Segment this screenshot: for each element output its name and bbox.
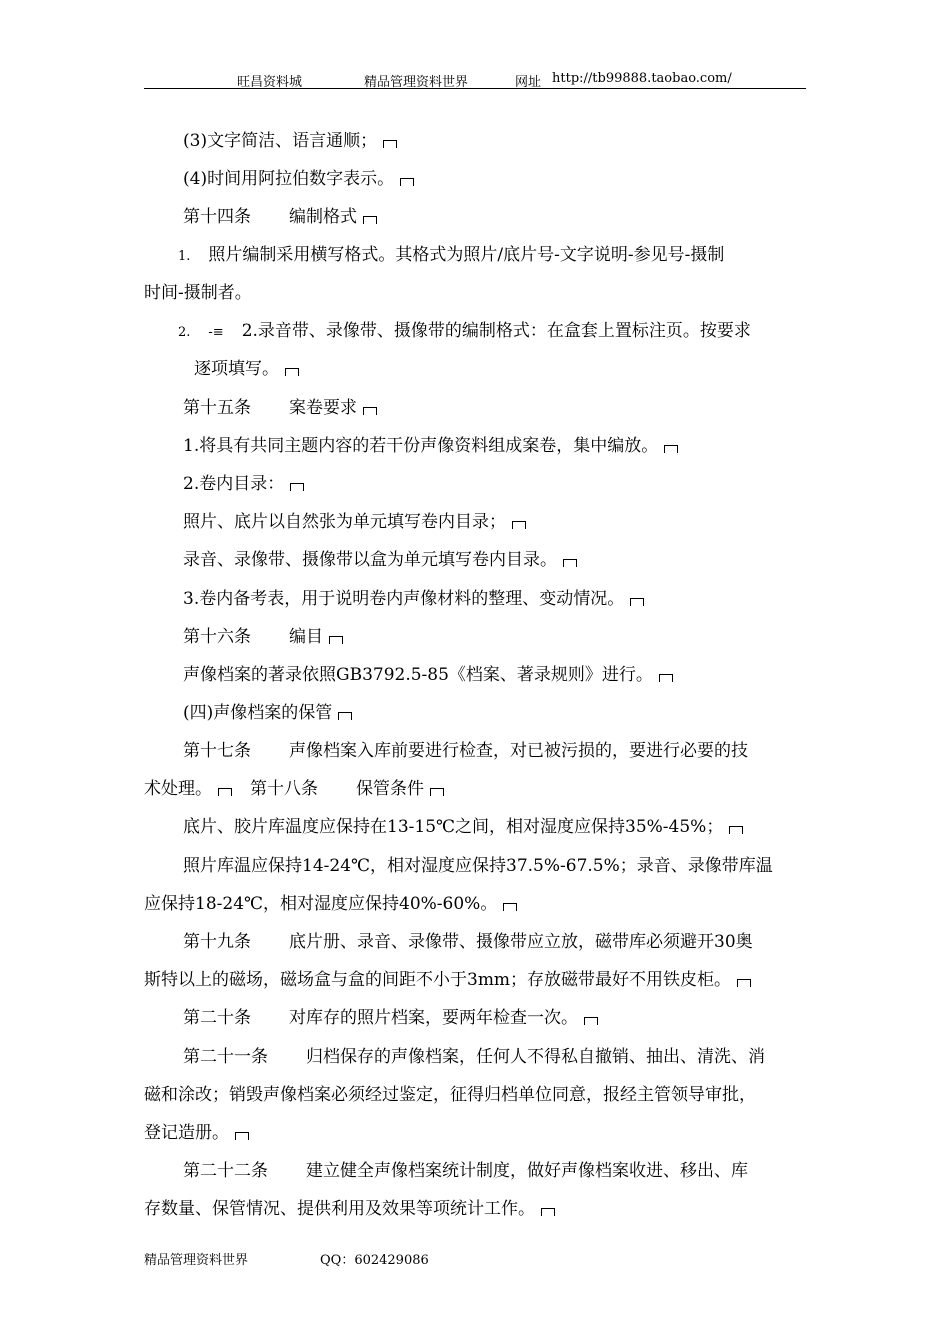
paragraph [183,549,577,571]
list-number: 2. [178,325,191,340]
paragraph [183,435,678,457]
article-title: 第十九条 [183,932,251,952]
article-text: 编制格式 [289,207,357,227]
page-header [144,68,806,89]
paragraph [183,664,673,686]
paragraph [194,358,299,380]
paragraph-mark-icon [338,712,352,720]
article-title: 第十六条 [183,627,251,647]
article-text: 归档保存的声像档案，任何人不得私自撤销、抽出、清洗、消 [306,1047,765,1067]
section-heading [183,702,352,724]
paragraph-mark-icon [363,407,377,415]
paragraph [144,282,252,304]
paragraph-mark-icon [664,445,678,453]
text: 磁和涂改；销毁声像档案必须经过鉴定，征得归档单位同意，报经主管领导审批， [144,1085,756,1105]
text: 3.卷内备考表，用于说明卷内声像材料的整理、变动情况。 [183,589,625,609]
article-text: 案卷要求 [289,398,357,418]
header-world: 精品管理资料世界 [364,75,469,90]
article-text: 声像档案入库前要进行检查，对已被污损的，要进行必要的技 [289,741,748,761]
paragraph-mark-icon [235,1132,249,1140]
text: 2.录音带、录像带、摄像带的编制格式：在盒套上置标注页。按要求 [241,321,751,341]
article-20 [183,1007,598,1029]
list-item [178,320,751,344]
article-17 [183,740,748,762]
text: (四)声像档案的保管 [183,703,333,723]
article-text: 底片册、录音、录像带、摄像带应立放，磁带库必须避开30奥 [289,932,753,952]
paragraph-mark-icon [285,368,299,376]
paragraph [144,1084,756,1106]
article-title: 第二十条 [183,1008,251,1028]
paragraph [183,168,414,190]
paragraph [183,130,397,152]
header-url-label: 网址 [515,75,542,90]
paragraph-mark-icon [503,903,517,911]
paragraph-mark-icon [329,636,343,644]
list-item [178,244,724,268]
paragraph [144,778,444,800]
article-text: 保管条件 [356,779,424,799]
article-text: 编目 [289,627,323,647]
article-15 [183,397,377,419]
paragraph [183,816,743,838]
paragraph [183,511,526,533]
paragraph [144,1122,249,1144]
paragraph-mark-icon [400,178,414,186]
text: 照片、底片以自然张为单元填写卷内目录； [183,512,506,532]
list-number: 1. [178,249,191,264]
article-title: 第二十一条 [183,1047,268,1067]
text: (3)文字简洁、语言通顺； [183,131,378,151]
article-title: 第十七条 [183,741,251,761]
paragraph [183,473,304,495]
article-text: 对库存的照片档案，要两年检查一次。 [289,1008,578,1028]
article-22 [183,1160,748,1182]
paragraph-mark-icon [630,598,644,606]
paragraph [144,1198,555,1220]
article-21 [183,1046,765,1068]
article-14 [183,206,377,228]
text: 应保持18-24℃，相对湿度应保持40%-60%。 [144,894,498,914]
text: 登记造册。 [144,1123,229,1143]
paragraph-mark-icon [218,788,232,796]
paragraph-mark-icon [290,483,304,491]
text: 斯特以上的磁场，磁场盒与盒的间距不小于3mm；存放磁带最好不用铁皮柜。 [144,970,732,990]
paragraph [144,969,751,991]
article-title: 第十八条 [250,779,318,799]
paragraph-mark-icon [659,674,673,682]
paragraph-mark-icon [430,788,444,796]
text: 1.将具有共同主题内容的若干份声像资料组成案卷，集中编放。 [183,436,659,456]
list-symbol: -≡ [208,325,224,340]
text: (4)时间用阿拉伯数字表示。 [183,169,395,189]
paragraph-mark-icon [563,559,577,567]
text: 2.卷内目录： [183,474,285,494]
text: 底片、胶片库温度应保持在13-15℃之间，相对湿度应保持35%-45%； [183,817,724,837]
paragraph-mark-icon [363,216,377,224]
paragraph-mark-icon [729,826,743,834]
article-19 [183,931,753,953]
text: 逐项填写。 [194,359,279,379]
paragraph-mark-icon [737,979,751,987]
paragraph [144,893,517,915]
footer-left: 精品管理资料世界 [144,1253,249,1268]
text: 术处理。 [144,779,212,799]
paragraph-mark-icon [512,521,526,529]
paragraph [183,588,644,610]
text: 照片编制采用横写格式。其格式为照片/底片号-文字说明-参见号-摄制 [208,245,725,265]
header-site: 旺昌资料城 [237,75,303,90]
header-url: http://tb99888.taobao.com/ [552,71,732,86]
text: 录音、录像带、摄像带以盒为单元填写卷内目录。 [183,550,557,570]
text: 存数量、保管情况、提供利用及效果等项统计工作。 [144,1199,535,1219]
text: 声像档案的著录依照GB3792.5-85《档案、著录规则》进行。 [183,665,653,685]
footer-qq: QQ：602429086 [320,1253,429,1268]
paragraph-mark-icon [383,140,397,148]
paragraph-mark-icon [541,1208,555,1216]
article-text: 建立健全声像档案统计制度，做好声像档案收进、移出、库 [306,1161,748,1181]
paragraph [183,855,773,877]
article-title: 第十五条 [183,398,251,418]
article-16 [183,626,343,648]
article-title: 第二十二条 [183,1161,268,1181]
paragraph-mark-icon [584,1017,598,1025]
article-title: 第十四条 [183,207,251,227]
text: 时间-摄制者。 [144,283,252,303]
text: 照片库温应保持14-24℃，相对湿度应保持37.5%-67.5%；录音、录像带库温 [183,856,773,876]
